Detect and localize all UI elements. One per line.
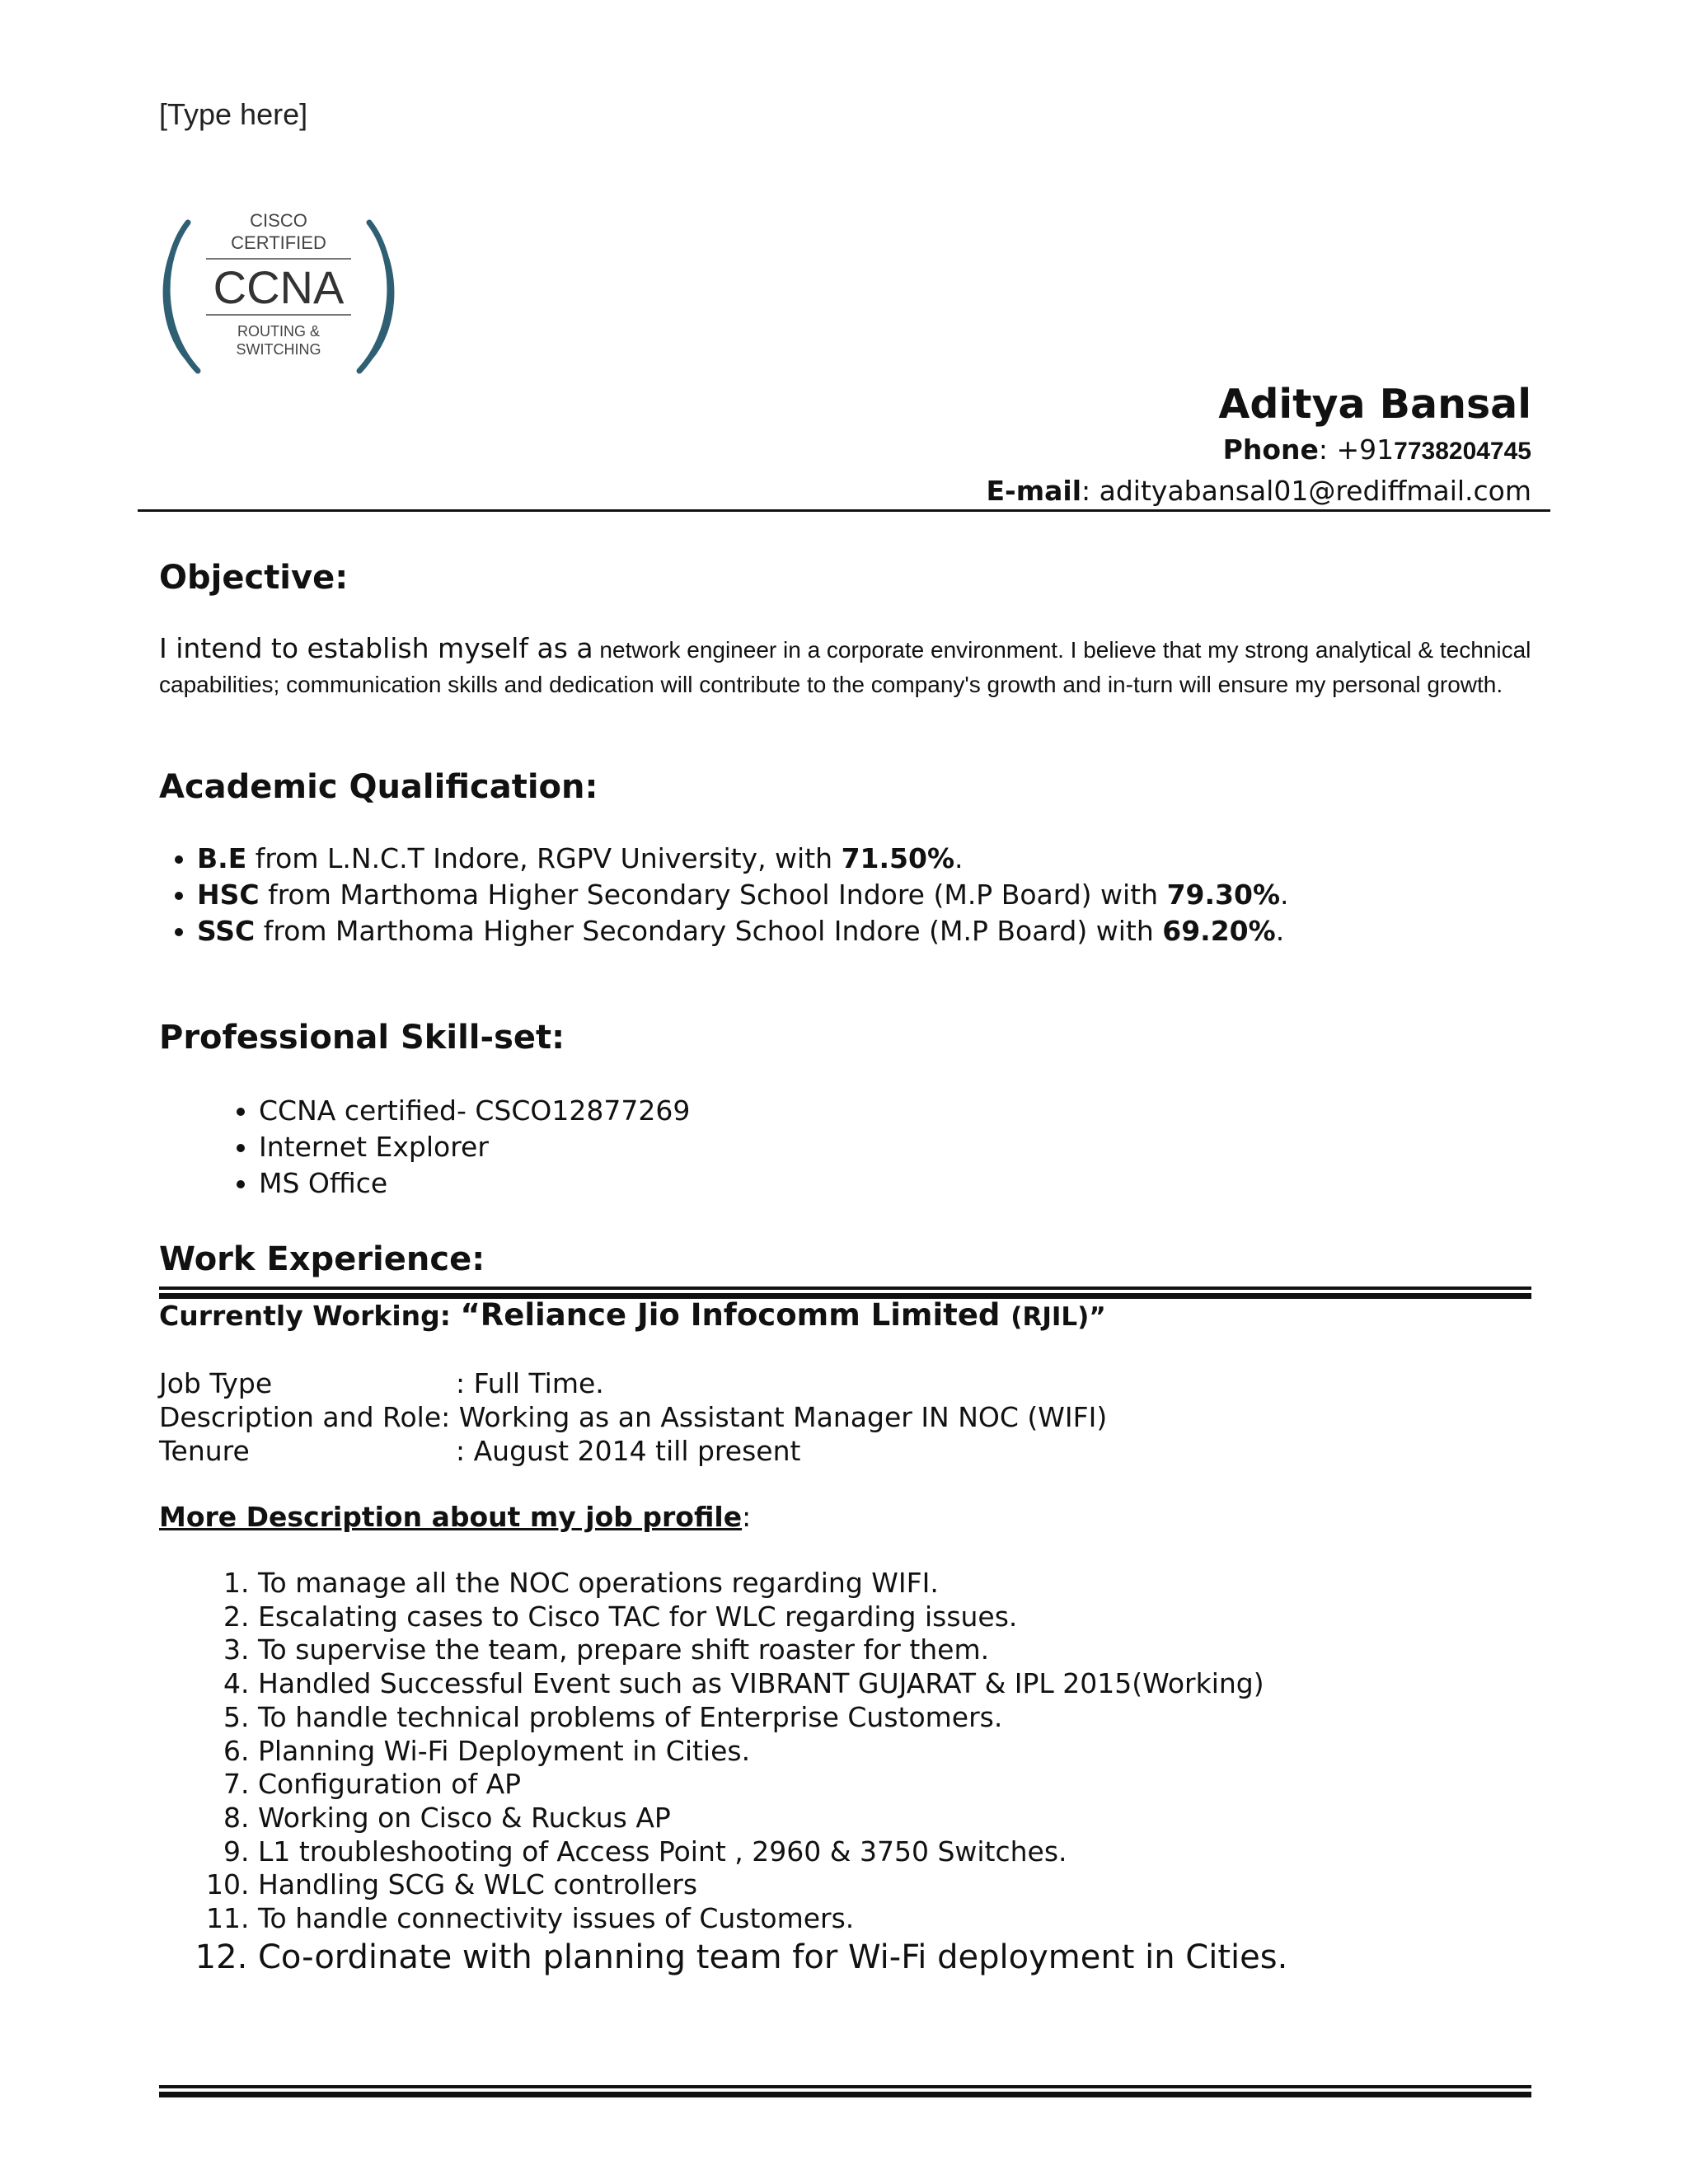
- list-item: 2. Escalating cases to Cisco TAC for WLC regarding issues.: [258, 1601, 1577, 1634]
- email-label: E-mail: [986, 475, 1082, 507]
- list-item: 5. To handle technical problems of Enterprise Customers.: [258, 1701, 1577, 1735]
- email-line: [987, 471, 1532, 511]
- objective-lead: I intend to establish myself as a: [159, 632, 593, 664]
- objective-heading: Objective:: [159, 559, 349, 597]
- footer-divider: [159, 2085, 1531, 2097]
- list-item: • HSC from Marthoma Higher Secondary School Indore (M.P Board) with 79.30%.: [197, 877, 1598, 913]
- objective-body: network engineer in a corporate environment. I believe that my strong analytical & technical capabilities; communication skills and dedication will contribute to the company's growth and in-turn will ensure my personal growth.: [159, 637, 1531, 697]
- list-item: • SSC from Marthoma Higher Secondary School Indore (M.P Board) with 69.20%.: [197, 913, 1598, 949]
- logo-text-switching: SWITCHING: [236, 341, 321, 358]
- company-name: “Reliance Jio Infocomm Limited: [460, 1297, 1011, 1333]
- company-abbr: (RJIL)”: [1010, 1302, 1106, 1332]
- list-item: 11. To handle connectivity issues of Customers.: [258, 1902, 1577, 1936]
- header-placeholder: [Type here]: [159, 97, 308, 131]
- logo-text-routing: ROUTING &: [237, 323, 321, 340]
- list-item: 10. Handling SCG & WLC controllers: [258, 1868, 1577, 1902]
- job-row: Description and Role : Working as an Assistant Manager IN NOC (WIFI): [159, 1401, 1108, 1433]
- contact-block: [987, 379, 1532, 511]
- list-item: 12. Co-ordinate with planning team for Wi-Fi deployment in Cities.: [258, 1936, 1577, 1979]
- logo-text-cisco: CISCO: [250, 210, 307, 231]
- logo-text-ccna: CCNA: [213, 261, 345, 313]
- list-item: 9. L1 troubleshooting of Access Point , 2960 & 3750 Switches.: [258, 1835, 1577, 1869]
- academic-list: [159, 841, 1598, 949]
- list-item: 7. Configuration of AP: [258, 1768, 1577, 1802]
- list-item: 1. To manage all the NOC operations regarding WIFI.: [258, 1567, 1577, 1601]
- job-row: Job Type : Full Time.: [159, 1367, 604, 1399]
- skills-list: [206, 1093, 1413, 1202]
- list-item: • B.E from L.N.C.T Indore, RGPV University, with 71.50%.: [197, 841, 1598, 877]
- list-item: 6. Planning Wi-Fi Deployment in Cities.: [258, 1735, 1577, 1769]
- academic-heading: Academic Qualification:: [159, 768, 598, 806]
- job-row: Tenure : August 2014 till present: [159, 1435, 801, 1467]
- candidate-name: Aditya Bansal: [1218, 381, 1531, 428]
- phone-label: Phone: [1222, 434, 1319, 466]
- phone-number: 7738204745: [1394, 438, 1531, 465]
- objective-text: [159, 631, 1544, 702]
- current-employer: [159, 1297, 1106, 1333]
- phone-prefix: : +91: [1318, 434, 1395, 466]
- job-profile-heading: More Description about my job profile:: [159, 1501, 752, 1533]
- logo-text-certified: CERTIFIED: [231, 232, 326, 253]
- job-details: [159, 1366, 1107, 1468]
- work-heading: Work Experience:: [159, 1240, 485, 1278]
- email-value: : adityabansal01@rediffmail.com: [1081, 475, 1531, 507]
- list-item: 4. Handled Successful Event such as VIBRANT GUJARAT & IPL 2015(Working): [258, 1667, 1577, 1701]
- list-item: 8. Working on Cisco & Ruckus AP: [258, 1802, 1577, 1835]
- skills-heading: Professional Skill-set:: [159, 1019, 565, 1057]
- ccna-certified-logo: [155, 206, 402, 383]
- current-label: Currently Working:: [159, 1300, 461, 1332]
- list-item: • Internet Explorer: [259, 1129, 1413, 1165]
- list-item: • CCNA certified- CSCO12877269: [259, 1093, 1413, 1129]
- phone-line: [987, 430, 1532, 471]
- header-divider: [138, 509, 1550, 512]
- duties-list: [159, 1567, 1577, 1979]
- list-item: 3. To supervise the team, prepare shift roaster for them.: [258, 1633, 1577, 1667]
- list-item: • MS Office: [259, 1165, 1413, 1202]
